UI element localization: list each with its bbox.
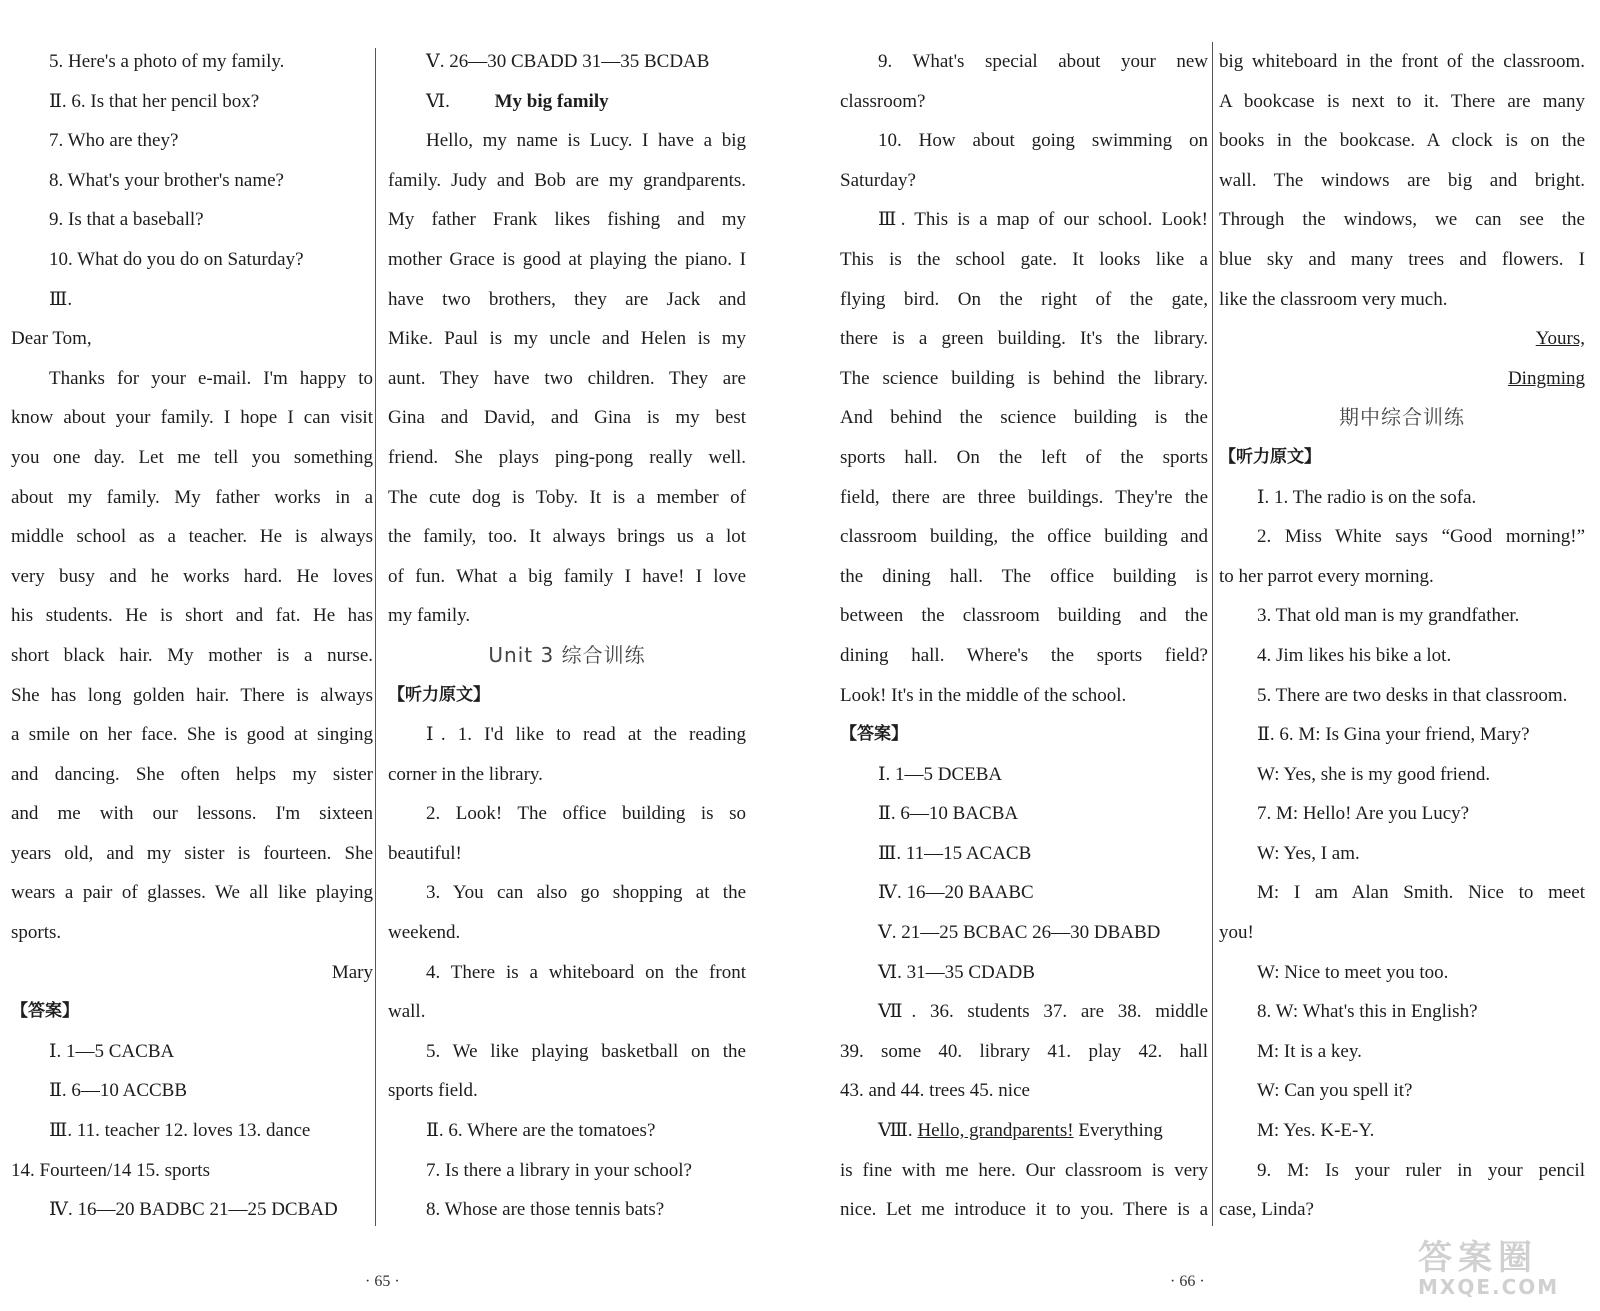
question-9-cont: classroom? xyxy=(840,90,926,112)
essay-title: My big family xyxy=(494,90,609,112)
map-line: the dining hall. The office building is xyxy=(840,565,1208,587)
letter-line: years old, and my sister is fourteen. She xyxy=(11,842,373,864)
section-8-opening xyxy=(840,1111,1208,1151)
letter-line: books in the bookcase. A clock is on the xyxy=(1219,130,1585,152)
listening-line: M: I am Alan Smith. Nice to meet xyxy=(1257,882,1585,904)
answer-line: Ⅴ. 21—25 BCBAC 26—30 DBABD xyxy=(878,922,1161,944)
answer-line: 14. Fourteen/14 15. sports xyxy=(11,1159,210,1181)
column-divider-left xyxy=(375,48,376,1226)
answer-line: Ⅲ. 11. teacher 12. loves 13. dance xyxy=(49,1120,311,1142)
listening-line: you! xyxy=(1219,922,1254,944)
letter-line: and dancing. She often helps my sister xyxy=(11,763,373,785)
question-10: 10. How about going swimming on xyxy=(878,130,1208,152)
listening-line: sports field. xyxy=(388,1080,478,1102)
question-10-cont: Saturday? xyxy=(840,169,916,191)
watermark-logo-text: 答案圈 xyxy=(1418,1238,1538,1278)
map-line: field, there are three buildings. They're the xyxy=(840,486,1208,508)
column-4 xyxy=(1219,42,1585,1230)
listening-line: Ⅱ. 6. M: Is Gina your friend, Mary? xyxy=(1257,724,1530,746)
listening-line: 8. Whose are those tennis bats? xyxy=(426,1199,665,1221)
listening-line: weekend. xyxy=(388,922,461,944)
letter-line: blue sky and many trees and flowers. I xyxy=(1219,248,1585,270)
essay-line: have two brothers, they are Jack and xyxy=(388,288,746,310)
question-6: Ⅱ. 6. Is that her pencil box? xyxy=(49,90,260,112)
letter-line: sports. xyxy=(11,922,62,944)
essay-line: Mike. Paul is my uncle and Helen is my xyxy=(388,328,746,350)
essay-line: family. Judy and Bob are my grandparents. xyxy=(388,169,746,191)
map-line: Look! It's in the middle of the school. xyxy=(840,684,1127,706)
column-1 xyxy=(11,42,373,1230)
letter-line: his students. He is short and fat. He has xyxy=(11,605,373,627)
question-10: 10. What do you do on Saturday? xyxy=(49,248,304,270)
letter-line: wears a pair of glasses. We all like playing xyxy=(11,882,373,904)
essay-line: of fun. What a big family I have! I love xyxy=(388,565,746,587)
letter-line: A bookcase is next to it. There are many xyxy=(1219,90,1585,112)
listening-line: W: Can you spell it? xyxy=(1257,1080,1413,1102)
listening-line: 3. You can also go shopping at the xyxy=(426,882,746,904)
essay-line: Gina and David, and Gina is my best xyxy=(388,407,746,429)
question-7: 7. Who are they? xyxy=(49,130,179,152)
map-line: The science building is behind the library. xyxy=(840,367,1208,389)
letter-line: nice. Let me introduce it to you. There is a xyxy=(840,1199,1208,1221)
letter-greeting: Hello, grandparents! xyxy=(917,1120,1074,1142)
map-line: there is a green building. It's the library. xyxy=(840,328,1208,350)
listening-line: corner in the library. xyxy=(388,763,543,785)
column-2 xyxy=(388,42,746,1230)
listening-line: W: Yes, she is my good friend. xyxy=(1257,763,1491,785)
map-line: between the classroom building and the xyxy=(840,605,1208,627)
unit-3-title: Unit 3 综合训练 xyxy=(488,642,646,667)
listening-line: M: It is a key. xyxy=(1257,1040,1362,1062)
letter-closing xyxy=(1219,319,1585,359)
letter-line: big whiteboard in the front of the classroom. xyxy=(1219,51,1585,72)
letter-line: middle school as a teacher. He is always xyxy=(11,526,373,548)
watermark-site: MXQE.COM xyxy=(1418,1275,1560,1299)
column-divider-right xyxy=(1212,42,1213,1226)
listening-line: Ⅰ. 1. The radio is on the sofa. xyxy=(1257,486,1477,508)
letter-signature xyxy=(1219,359,1585,399)
letter-line: you one day. Let me tell you something xyxy=(11,446,373,468)
listening-header: 【听力原文】 xyxy=(388,684,490,705)
listening-line: 7. M: Hello! Are you Lucy? xyxy=(1257,803,1470,825)
midterm-title: 期中综合训练 xyxy=(1339,405,1465,430)
listening-line: 2. Look! The office building is so xyxy=(426,803,746,825)
listening-header: 【听力原文】 xyxy=(1219,446,1321,467)
page-number-left: · 65 · xyxy=(365,1273,400,1290)
signature-text: Dingming xyxy=(1507,367,1585,389)
listening-line: 9. M: Is your ruler in your pencil xyxy=(1257,1159,1585,1181)
letter-line: know about your family. I hope I can visit xyxy=(11,407,373,429)
listening-line: 4. There is a whiteboard on the front xyxy=(426,961,746,983)
answer-line: 43. and 44. trees 45. nice xyxy=(840,1080,1030,1102)
essay-line: my family. xyxy=(388,605,471,627)
letter-line: about my family. My father works in a xyxy=(11,486,373,508)
question-8: 8. What's your brother's name? xyxy=(49,169,284,191)
answer-line: Ⅱ. 6—10 ACCBB xyxy=(49,1080,188,1102)
section-8-number: Ⅷ. xyxy=(878,1120,913,1142)
closing-text: Yours, xyxy=(1535,328,1585,350)
letter-line: wall. The windows are big and bright. xyxy=(1219,169,1585,191)
section-6-number: Ⅵ. xyxy=(426,90,450,112)
letter-line: like the classroom very much. xyxy=(1219,288,1448,310)
letter-line: Through the windows, we can see the xyxy=(1219,209,1585,231)
essay-line: Hello, my name is Lucy. I have a big xyxy=(426,130,746,152)
answer-line: Ⅱ. 6—10 BACBA xyxy=(878,803,1019,825)
letter-line: short black hair. My mother is a nurse. xyxy=(11,644,373,666)
section-6-heading xyxy=(388,82,746,122)
map-line: dining hall. Where's the sports field? xyxy=(840,644,1208,666)
letter-line: is fine with me here. Our classroom is very xyxy=(840,1159,1208,1181)
letter-opening-word: Everything xyxy=(1078,1120,1163,1142)
question-9: 9. Is that a baseball? xyxy=(49,209,204,231)
answer-line: Ⅲ. 11—15 ACACB xyxy=(878,842,1032,864)
page-number-right: · 66 · xyxy=(1170,1273,1205,1290)
listening-line: 5. There are two desks in that classroom. xyxy=(1257,684,1568,706)
answers-header: 【答案】 xyxy=(11,1001,79,1022)
listening-line: W: Nice to meet you too. xyxy=(1257,961,1449,983)
listening-line: to her parrot every morning. xyxy=(1219,565,1434,587)
answer-line: Ⅵ. 31—35 CDADB xyxy=(878,961,1035,983)
column-3 xyxy=(840,42,1208,1230)
essay-line: the family, too. It always brings us a lot xyxy=(388,526,746,548)
watermark xyxy=(1418,1230,1559,1299)
essay-line: The cute dog is Toby. It is a member of xyxy=(388,486,746,508)
map-line: This is the school gate. It looks like a xyxy=(840,248,1208,270)
letter-salutation: Dear Tom, xyxy=(11,328,92,350)
letter-signature: Mary xyxy=(331,961,373,983)
listening-line: 4. Jim likes his bike a lot. xyxy=(1257,644,1452,666)
essay-line: friend. She plays ping-pong really well. xyxy=(388,446,746,468)
listening-line: wall. xyxy=(388,1001,426,1023)
answer-line: 39. some 40. library 41. play 42. hall xyxy=(840,1040,1208,1062)
essay-line: aunt. They have two children. They are xyxy=(388,367,746,389)
essay-line: My father Frank likes fishing and my xyxy=(388,209,746,231)
answer-line: Ⅰ. 1—5 CACBA xyxy=(49,1040,175,1062)
letter-line: She has long golden hair. There is always xyxy=(11,684,373,706)
letter-line: and me with our lessons. I'm sixteen xyxy=(11,803,373,825)
map-line: flying bird. On the right of the gate, xyxy=(840,288,1208,310)
listening-line: 3. That old man is my grandfather. xyxy=(1257,605,1520,627)
map-line: sports hall. On the left of the sports xyxy=(840,446,1208,468)
letter-line: a smile on her face. She is good at singing xyxy=(11,724,373,746)
question-9: 9. What's special about your new xyxy=(878,51,1208,72)
listening-line: beautiful! xyxy=(388,842,462,864)
essay-line: mother Grace is good at playing the piano. I xyxy=(388,248,746,270)
listening-line: 8. W: What's this in English? xyxy=(1257,1001,1478,1023)
map-line: Ⅲ. This is a map of our school. Look! xyxy=(878,209,1208,231)
answer-line: Ⅳ. 16—20 BADBC 21—25 DCBAD xyxy=(49,1199,338,1221)
letter-line: very busy and he works hard. He loves xyxy=(11,565,373,587)
letter-line: Thanks for your e-mail. I'm happy to xyxy=(49,367,373,389)
listening-line: M: Yes. K-E-Y. xyxy=(1257,1120,1375,1142)
answer-line: Ⅳ. 16—20 BAABC xyxy=(878,882,1034,904)
listening-line: case, Linda? xyxy=(1219,1199,1314,1221)
question-5: 5. Here's a photo of my family. xyxy=(49,51,285,72)
listening-line: 2. Miss White says “Good morning!” xyxy=(1257,526,1585,548)
map-line: And behind the science building is the xyxy=(840,407,1208,429)
listening-line: Ⅱ. 6. Where are the tomatoes? xyxy=(426,1120,656,1142)
answer-line: Ⅴ. 26—30 CBADD 31—35 BCDAB xyxy=(426,51,710,72)
answers-header: 【答案】 xyxy=(840,724,908,745)
listening-line: Ⅰ. 1. I'd like to read at the reading xyxy=(426,724,746,746)
listening-line: 5. We like playing basketball on the xyxy=(426,1040,746,1062)
answer-line: Ⅶ. 36. students 37. are 38. middle xyxy=(878,1001,1208,1023)
section-3-label: Ⅲ. xyxy=(49,288,73,310)
listening-line: W: Yes, I am. xyxy=(1257,842,1360,864)
map-line: classroom building, the office building and xyxy=(840,526,1208,548)
answer-line: Ⅰ. 1—5 DCEBA xyxy=(878,763,1003,785)
listening-line: 7. Is there a library in your school? xyxy=(426,1159,692,1181)
